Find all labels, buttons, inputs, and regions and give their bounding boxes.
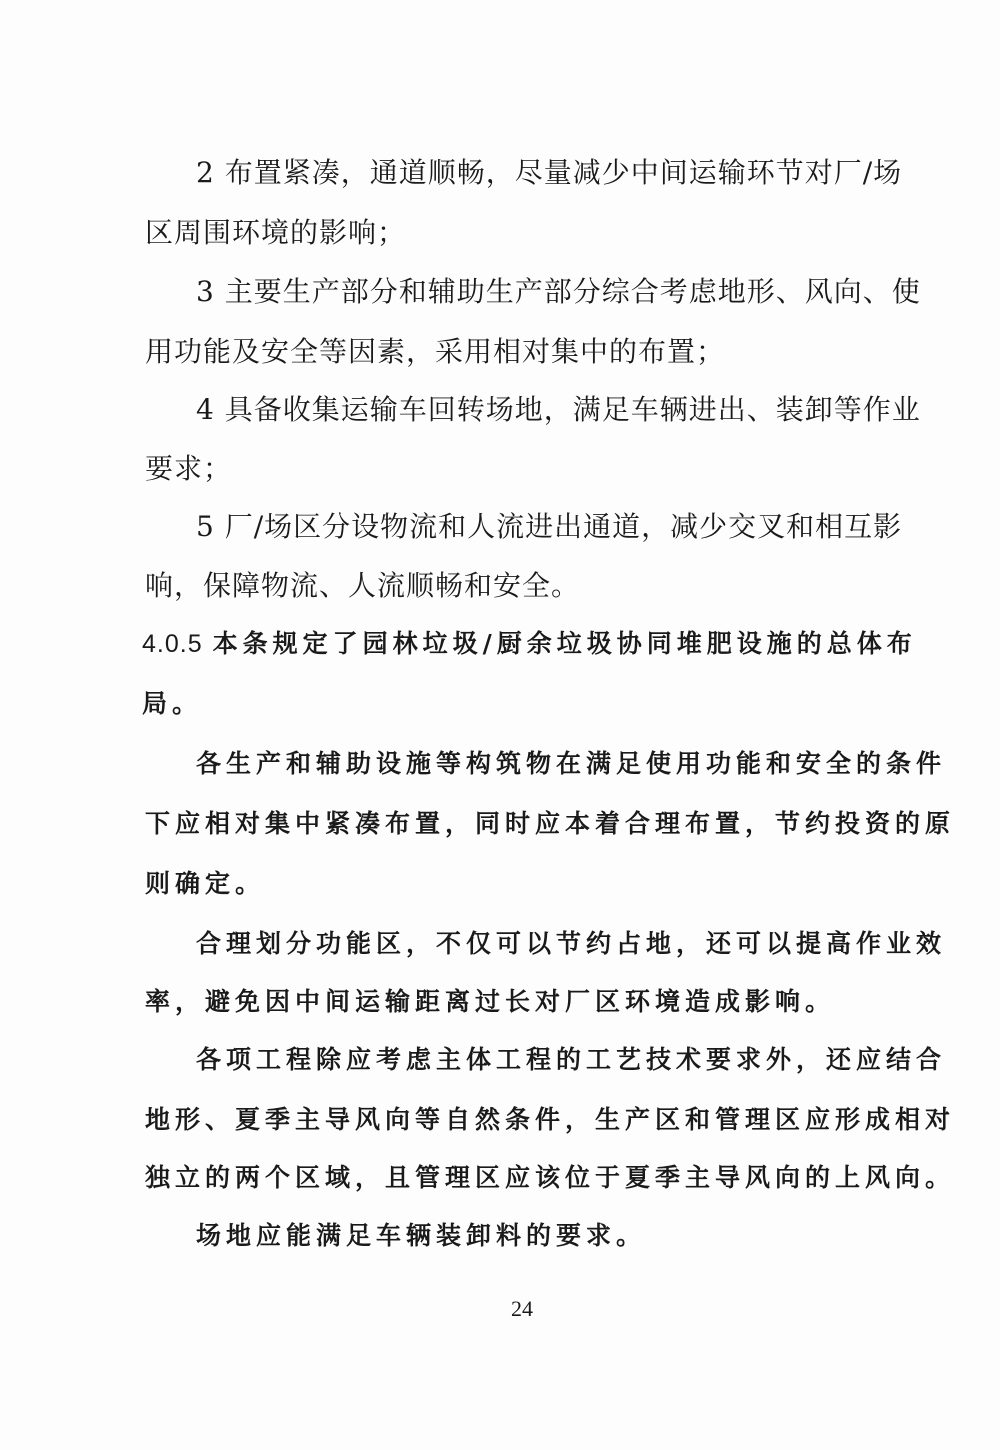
paragraph-1-line-2: 下应相对集中紧凑布置，同时应本着合理布置，节约投资的原: [145, 809, 956, 838]
paragraph-1-line-3: 则确定。: [145, 869, 266, 898]
paragraph-2-line-1: 合理划分功能区，不仅可以节约占地，还可以提高作业效: [196, 929, 947, 958]
paragraph-3-line-2: 地形、夏季主导风向等自然条件，生产区和管理区应形成相对: [145, 1105, 956, 1134]
section-heading-line-1: [142, 624, 917, 664]
list-item-4-line-2: 要求；: [145, 452, 233, 485]
section-heading-text: 本条规定了园林垃圾/厨余垃圾协同堆肥设施的总体布: [212, 629, 917, 658]
list-item-5-line-1: 5 厂/场区分设物流和人流进出通道，减少交叉和相互影: [196, 510, 903, 543]
section-heading-line-2: 局。: [142, 689, 203, 718]
paragraph-3-line-3: 独立的两个区域，且管理区应该位于夏季主导风向的上风向。: [145, 1163, 956, 1192]
list-item-2-line-1: 2 布置紧凑，通道顺畅，尽量减少中间运输环节对厂/场: [196, 156, 903, 189]
list-item-2-line-2: 区周围环境的影响；: [145, 216, 407, 249]
list-item-3-line-1: 3 主要生产部分和辅助生产部分综合考虑地形、风向、使: [196, 275, 921, 308]
paragraph-4-line-1: 场地应能满足车辆装卸料的要求。: [196, 1221, 647, 1250]
list-item-5-line-2: 响，保障物流、人流顺畅和安全。: [145, 569, 581, 602]
page-number: 24: [511, 1296, 533, 1321]
list-item-3-line-2: 用功能及安全等因素，采用相对集中的布置；: [145, 335, 726, 368]
paragraph-1-line-1: 各生产和辅助设施等构筑物在满足使用功能和安全的条件: [196, 749, 947, 778]
paragraph-2-line-2: 率，避免因中间运输距离过长对厂区环境造成影响。: [145, 987, 836, 1016]
list-item-4-line-1: 4 具备收集运输车回转场地，满足车辆进出、装卸等作业: [196, 393, 921, 426]
paragraph-3-line-1: 各项工程除应考虑主体工程的工艺技术要求外，还应结合: [196, 1045, 947, 1074]
section-number: 4.0.5: [142, 630, 203, 658]
